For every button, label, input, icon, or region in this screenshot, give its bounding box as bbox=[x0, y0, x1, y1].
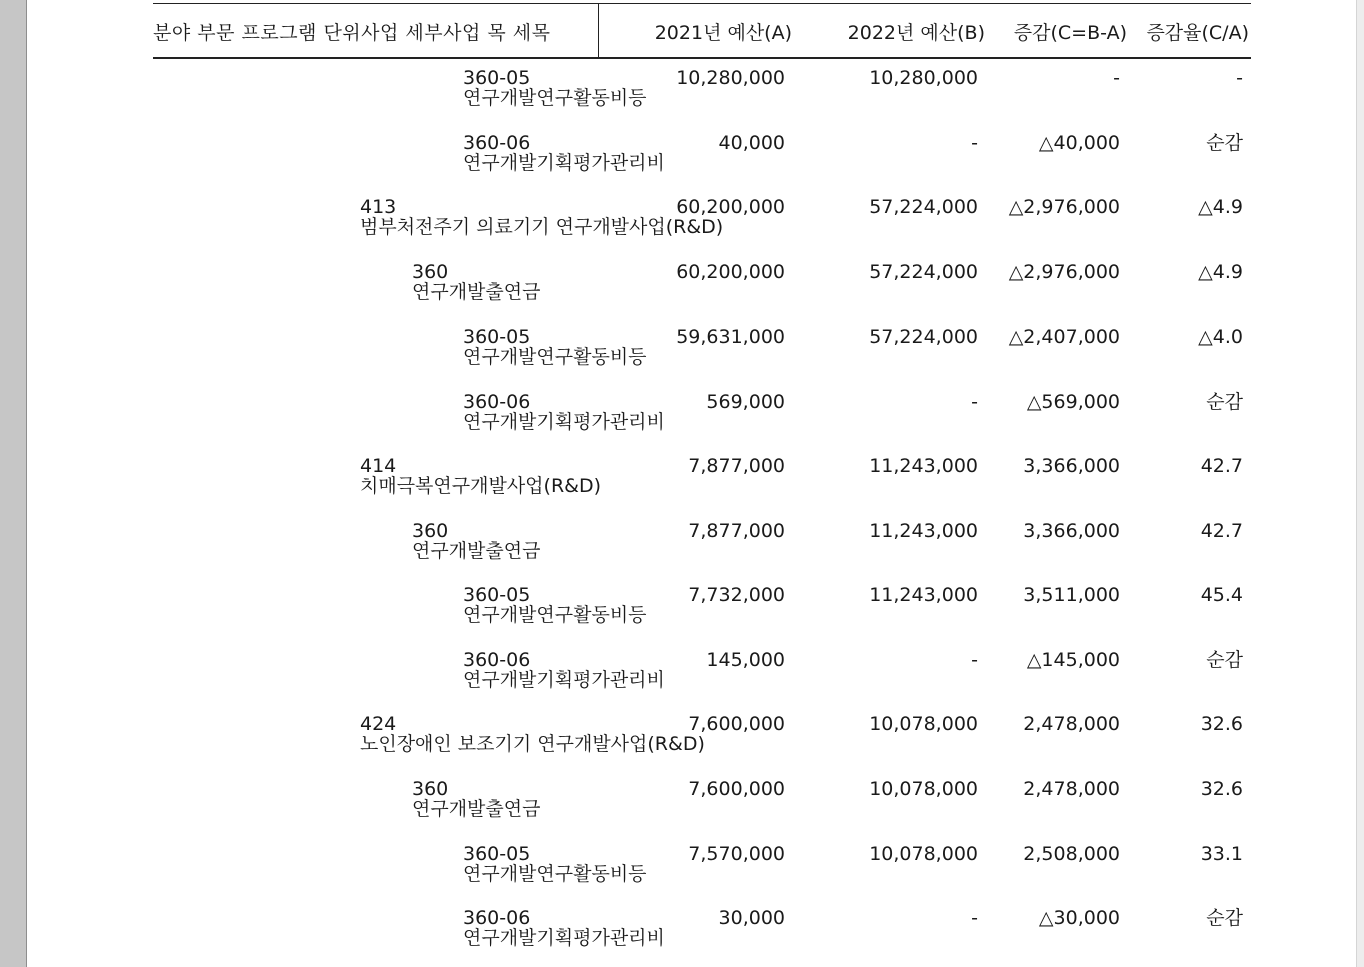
budget-2022-value: - bbox=[971, 649, 978, 671]
budget-2022-value: 11,243,000 bbox=[869, 584, 978, 606]
budget-2021-value: 40,000 bbox=[718, 132, 785, 154]
budget-2021-value: 145,000 bbox=[706, 649, 785, 671]
change-rate-value: △4.9 bbox=[1198, 196, 1243, 218]
change-value: 3,366,000 bbox=[1023, 520, 1120, 542]
budget-2022-value: 10,078,000 bbox=[869, 778, 978, 800]
budget-2021-value: 59,631,000 bbox=[676, 326, 785, 348]
change-rate-value: 42.7 bbox=[1200, 455, 1243, 477]
change-rate-value: 순감 bbox=[1206, 649, 1243, 671]
change-rate-value: 45.4 bbox=[1200, 584, 1243, 606]
change-rate-value: 33.1 bbox=[1200, 843, 1243, 865]
header-budget-2022: 2022년 예산(B) bbox=[847, 22, 985, 44]
row-name: 연구개발연구활동비등 bbox=[463, 604, 647, 626]
row-name: 범부처전주기 의료기기 연구개발사업(R&D) bbox=[360, 216, 724, 238]
row-code: 414 bbox=[360, 455, 397, 477]
change-rate-value: △4.9 bbox=[1198, 261, 1243, 283]
budget-2022-value: - bbox=[971, 132, 978, 154]
row-name: 치매극복연구개발사업(R&D) bbox=[360, 475, 602, 497]
row-name: 연구개발기획평가관리비 bbox=[463, 411, 665, 433]
header-divider bbox=[598, 4, 599, 57]
row-code: 360 bbox=[412, 778, 449, 800]
row-code: 413 bbox=[360, 196, 397, 218]
document-page bbox=[26, 0, 1357, 967]
budget-2022-value: 11,243,000 bbox=[869, 520, 978, 542]
row-code: 360-06 bbox=[463, 649, 531, 671]
change-rate-value: 42.7 bbox=[1200, 520, 1243, 542]
row-code: 424 bbox=[360, 713, 397, 735]
budget-2022-value: 57,224,000 bbox=[869, 196, 978, 218]
change-rate-value: 32.6 bbox=[1200, 713, 1243, 735]
budget-2022-value: - bbox=[971, 391, 978, 413]
budget-2021-value: 60,200,000 bbox=[676, 196, 785, 218]
budget-2022-value: 11,243,000 bbox=[869, 455, 978, 477]
budget-2022-value: 57,224,000 bbox=[869, 326, 978, 348]
budget-2021-value: 7,570,000 bbox=[688, 843, 785, 865]
change-value: - bbox=[1113, 67, 1120, 89]
budget-2022-value: - bbox=[971, 907, 978, 929]
row-name: 연구개발출연금 bbox=[412, 281, 541, 303]
change-value: 3,511,000 bbox=[1023, 584, 1120, 606]
row-code: 360-05 bbox=[463, 67, 531, 89]
change-value: △2,407,000 bbox=[1008, 326, 1120, 348]
row-code: 360-06 bbox=[463, 907, 531, 929]
row-name: 연구개발기획평가관리비 bbox=[463, 927, 665, 949]
row-code: 360-05 bbox=[463, 843, 531, 865]
budget-2021-value: 30,000 bbox=[718, 907, 785, 929]
row-code: 360 bbox=[412, 261, 449, 283]
row-name: 연구개발출연금 bbox=[412, 540, 541, 562]
budget-2022-value: 10,078,000 bbox=[869, 843, 978, 865]
budget-2022-value: 57,224,000 bbox=[869, 261, 978, 283]
change-value: △145,000 bbox=[1026, 649, 1120, 671]
change-value: △2,976,000 bbox=[1008, 196, 1120, 218]
budget-2021-value: 569,000 bbox=[706, 391, 785, 413]
header-change-rate: 증감율(C/A) bbox=[1146, 22, 1249, 44]
change-rate-value: 순감 bbox=[1206, 907, 1243, 929]
budget-2021-value: 60,200,000 bbox=[676, 261, 785, 283]
row-code: 360-05 bbox=[463, 326, 531, 348]
change-rate-value: 순감 bbox=[1206, 391, 1243, 413]
change-rate-value: 순감 bbox=[1206, 132, 1243, 154]
change-rate-value: △4.0 bbox=[1198, 326, 1243, 348]
change-value: △569,000 bbox=[1026, 391, 1120, 413]
row-code: 360-06 bbox=[463, 132, 531, 154]
budget-2021-value: 7,732,000 bbox=[688, 584, 785, 606]
row-code: 360 bbox=[412, 520, 449, 542]
row-name: 연구개발기획평가관리비 bbox=[463, 152, 665, 174]
change-value: △2,976,000 bbox=[1008, 261, 1120, 283]
page-edge bbox=[1356, 0, 1364, 967]
row-code: 360-05 bbox=[463, 584, 531, 606]
budget-2021-value: 10,280,000 bbox=[676, 67, 785, 89]
change-value: 2,478,000 bbox=[1023, 713, 1120, 735]
budget-2021-value: 7,600,000 bbox=[688, 713, 785, 735]
change-value: △40,000 bbox=[1038, 132, 1120, 154]
row-name: 연구개발기획평가관리비 bbox=[463, 669, 665, 691]
change-value: △30,000 bbox=[1038, 907, 1120, 929]
row-name: 연구개발연구활동비등 bbox=[463, 87, 647, 109]
change-value: 2,508,000 bbox=[1023, 843, 1120, 865]
row-name: 연구개발출연금 bbox=[412, 798, 541, 820]
table-header bbox=[153, 3, 1251, 59]
budget-2021-value: 7,600,000 bbox=[688, 778, 785, 800]
budget-2022-value: 10,280,000 bbox=[869, 67, 978, 89]
header-change: 증감(C=B-A) bbox=[1013, 22, 1127, 44]
row-code: 360-06 bbox=[463, 391, 531, 413]
header-category-columns: 분야 부문 프로그램 단위사업 세부사업 목 세목 bbox=[153, 22, 551, 44]
change-rate-value: - bbox=[1236, 67, 1243, 89]
header-budget-2021: 2021년 예산(A) bbox=[654, 22, 792, 44]
budget-2021-value: 7,877,000 bbox=[688, 455, 785, 477]
change-value: 2,478,000 bbox=[1023, 778, 1120, 800]
change-value: 3,366,000 bbox=[1023, 455, 1120, 477]
budget-2021-value: 7,877,000 bbox=[688, 520, 785, 542]
budget-2022-value: 10,078,000 bbox=[869, 713, 978, 735]
row-name: 연구개발연구활동비등 bbox=[463, 346, 647, 368]
row-name: 연구개발연구활동비등 bbox=[463, 863, 647, 885]
change-rate-value: 32.6 bbox=[1200, 778, 1243, 800]
row-name: 노인장애인 보조기기 연구개발사업(R&D) bbox=[360, 733, 705, 755]
